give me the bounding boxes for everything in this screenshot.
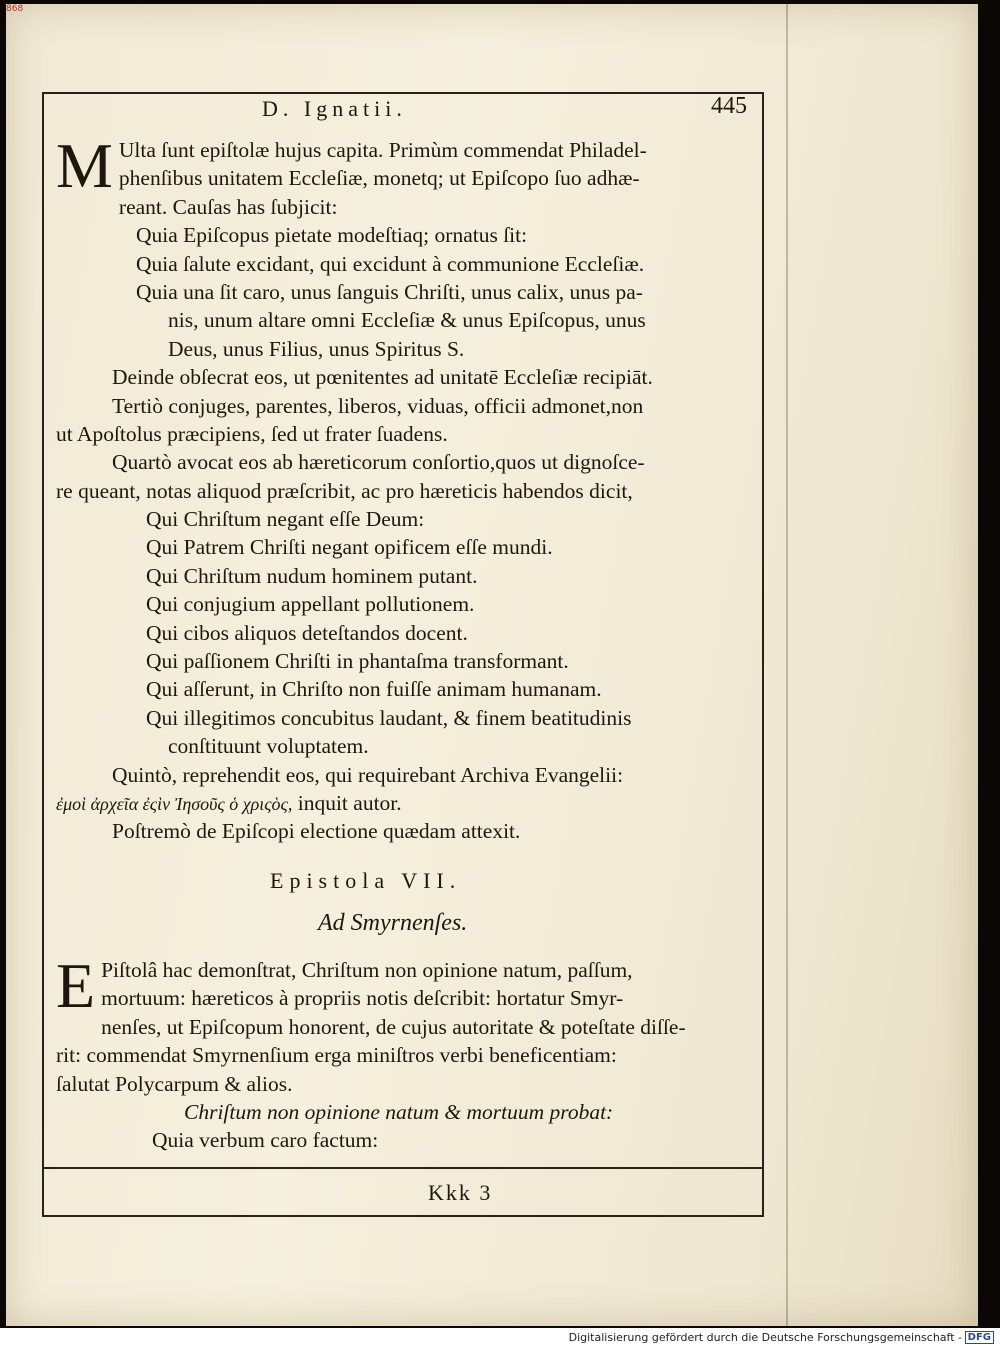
frame-rule-right — [762, 92, 764, 1217]
frame-rule-top — [42, 92, 764, 94]
paragraph-line: Quintò, reprehendit eos, qui requirebant Archiva Evangelii: — [112, 762, 624, 787]
printer-signature: Kkk 3 — [428, 1180, 493, 1205]
quote-attribution: inquit autor. — [297, 790, 402, 815]
paragraph-line: Deinde obſecrat eos, ut pœnitentes ad unitatē Eccleſiæ recipiāt. — [112, 365, 653, 390]
epistle-address: Ad Smyrnenſes. — [318, 910, 468, 936]
paragraph-line: Quartò avocat eos ab hæreticorum conſortio,quos ut dignoſce- — [112, 450, 645, 475]
running-head: D. Ignatii. — [262, 96, 407, 121]
text-line: mortuum: hæreticos à propriis notis deſcribit: hortatur Smyr- — [101, 986, 624, 1011]
list-item: Quia una ſit caro, unus ſanguis Chriſti, unus calix, unus pa- — [136, 279, 643, 304]
text-line: re queant, notas aliquod præſcribit, ac pro hæreticis habendos dicit, — [56, 478, 633, 503]
paragraph-line: Poſtremò de Epiſcopi electione quædam attexit. — [112, 819, 521, 844]
text-line: Ulta ſunt epiſtolæ hujus capita. Primùm commendat Philadel- — [118, 138, 647, 162]
list-item-continued: nis, unum altare omni Eccleſiæ & unus Epiſcopus, unus — [168, 308, 646, 333]
text-line: phenſibus unitatem Eccleſiæ, monetq; ut Epiſcopo ſuo adhæ- — [118, 166, 640, 191]
greek-quote-line — [56, 789, 756, 817]
heresy-item-continued: conſtituunt voluptatem. — [168, 734, 369, 759]
dfg-logo: DFG — [965, 1331, 994, 1344]
text-line: rit: commendat Smyrnenſium erga miniſtros verbi beneficentiam: — [56, 1043, 617, 1068]
text-line: nenſes, ut Epiſcopum honorent, de cujus autoritate & poteſtate diſſe- — [101, 1014, 686, 1039]
frame-rule-left — [42, 92, 44, 1217]
heresy-item: Qui Chriſtum negant eſſe Deum: — [146, 507, 425, 532]
epistle-heading: Epistola VII. — [270, 868, 462, 893]
frame-rule-footer — [42, 1215, 764, 1217]
heresy-item: Qui Chriſtum nudum hominem putant. — [146, 563, 478, 588]
heresy-item: Qui paſſionem Chriſti in phantaſma transformant. — [146, 649, 569, 674]
heresy-item: Qui aſſerunt, in Chriſto non fuiſſe animam humanam. — [146, 677, 602, 702]
text-line: reant. Cauſas has ſubjicit: — [118, 194, 338, 219]
scan-page-marker: 868 — [6, 4, 24, 14]
text-line: ut Apoſtolus præcipiens, ſed ut frater ſuadens. — [56, 421, 448, 446]
page-number: 445 — [711, 93, 747, 119]
greek-quote: ἐμοὶ ἀρχεῖα ἐςὶν Ἰησοῦς ὁ χριςὸς, — [56, 793, 293, 814]
page-edge-line — [786, 0, 788, 1326]
heresy-item: Qui cibos aliquos deteſtandos docent. — [146, 620, 468, 645]
list-item: Quia verbum caro factum: — [152, 1128, 379, 1153]
list-item: Quia ſalute excidant, qui excidunt à communione Eccleſiæ. — [136, 251, 645, 276]
frame-rule-bottom — [42, 1167, 764, 1169]
heresy-item: Qui conjugium appellant pollutionem. — [146, 592, 475, 617]
text-line: ſalutat Polycarpum & alios. — [56, 1071, 293, 1096]
list-item-continued: Deus, unus Filius, unus Spiritus S. — [168, 336, 465, 361]
text-line: Piſtolâ hac demonſtrat, Chriſtum non opinione natum, paſſum, — [101, 958, 633, 982]
epistle-summary-block — [56, 130, 756, 846]
heresy-item: Qui Patrem Chriſti negant opificem eſſe mundi. — [146, 535, 553, 560]
epistle-vii-summary-block — [56, 950, 756, 1155]
drop-cap-m: M — [56, 130, 113, 201]
italic-subheading: Chriſtum non opinione natum & mortuum probat: — [184, 1099, 614, 1124]
paragraph-line: Tertiò conjuges, parentes, liberos, viduas, officii admonet,non — [112, 393, 644, 418]
drop-cap-e: E — [56, 950, 96, 1021]
footer-credit: Digitalisierung gefördert durch die Deutsche Forschungsgemeinschaft - — [568, 1331, 962, 1344]
heresy-item: Qui illegitimos concubitus laudant, & finem beatitudinis — [146, 705, 632, 730]
list-item: Quia Epiſcopus pietate modeſtiaq; ornatus ſit: — [136, 223, 528, 248]
